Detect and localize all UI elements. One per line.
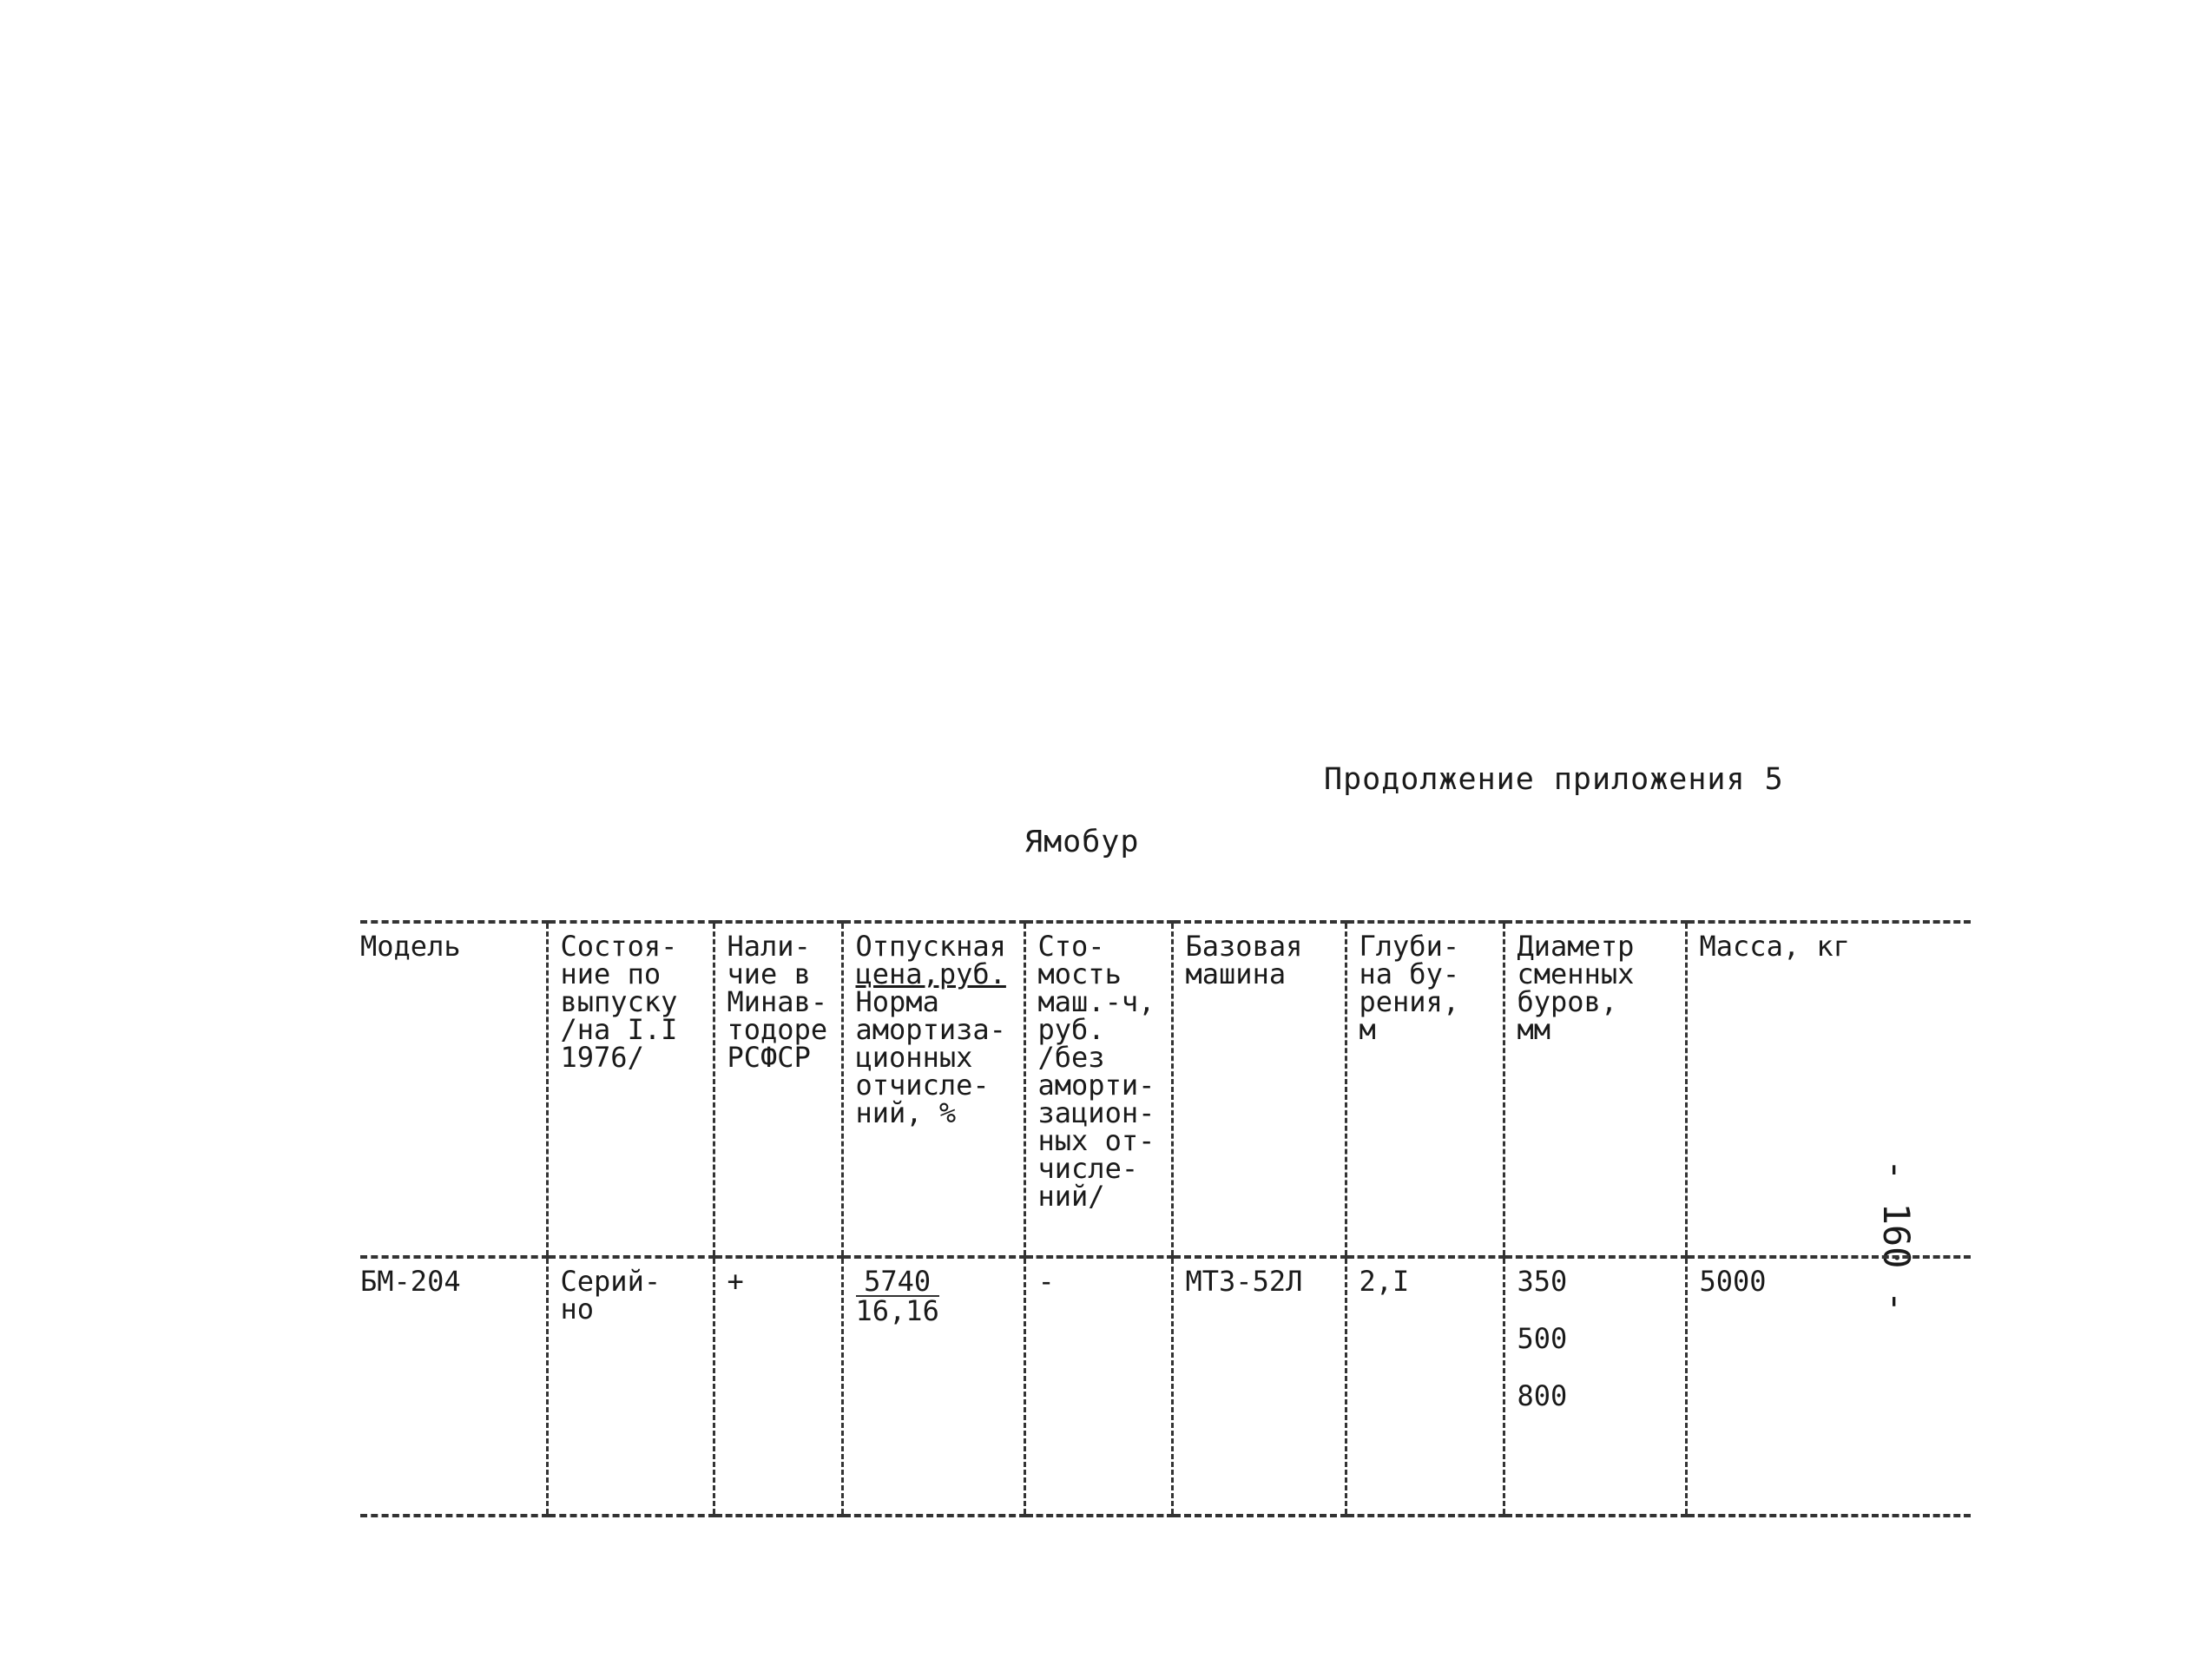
availability-value: + — [727, 1265, 744, 1298]
header-price-line: ний, % — [855, 1096, 957, 1129]
header-depth-line: м — [1359, 1013, 1376, 1046]
depreciation-rate-value: 16,16 — [855, 1294, 939, 1327]
specification-table — [360, 920, 1971, 1517]
header-availability-line: РСФСР — [727, 1041, 811, 1074]
header-cost-line: аморти- — [1037, 1069, 1155, 1102]
price-fraction — [856, 1267, 939, 1325]
header-status-line: выпуску — [560, 985, 678, 1018]
header-price — [842, 922, 1024, 1257]
cell-diameter — [1504, 1257, 1686, 1516]
header-availability-line: чие в — [727, 957, 811, 990]
header-status-line: /на I.I — [560, 1013, 678, 1046]
model-value: БМ-204 — [360, 1265, 461, 1298]
header-price-line: отчисле- — [855, 1069, 990, 1102]
header-price-line: Норма — [855, 985, 939, 1018]
header-status-line: Состоя- — [560, 930, 678, 963]
cell-mass — [1686, 1257, 1971, 1516]
header-depth — [1346, 922, 1504, 1257]
header-cost-line: руб. — [1037, 1013, 1105, 1046]
cell-base-machine — [1172, 1257, 1346, 1516]
status-value-line: Серий- — [560, 1265, 662, 1298]
header-diameter — [1504, 922, 1686, 1257]
header-cost-line: Сто- — [1037, 930, 1105, 963]
header-diameter-line: Диаметр — [1517, 930, 1635, 963]
cell-availability — [714, 1257, 842, 1516]
table-title: Ямобур — [1024, 825, 1140, 859]
status-value-line: но — [560, 1293, 595, 1326]
header-price-line: ционных — [855, 1041, 973, 1074]
header-diameter-line: мм — [1517, 1013, 1551, 1046]
cell-status — [547, 1257, 714, 1516]
header-model — [360, 922, 547, 1257]
header-cost-line: /без — [1037, 1041, 1105, 1074]
header-base-machine-line: Базовая — [1185, 930, 1303, 963]
header-cost — [1024, 922, 1172, 1257]
page-number: - 160 - — [1875, 1159, 1919, 1313]
header-status — [547, 922, 714, 1257]
cell-model — [360, 1257, 547, 1516]
header-depth-line: Глуби- — [1359, 930, 1460, 963]
table-row — [360, 1257, 1971, 1516]
cost-value: - — [1037, 1265, 1055, 1298]
appendix-continuation-header: Продолжение приложения 5 — [1324, 762, 1784, 797]
mass-value: 5000 — [1699, 1265, 1767, 1298]
header-cost-line: зацион- — [1037, 1096, 1155, 1129]
price-value: 5740 — [856, 1267, 939, 1297]
header-price-line: Отпускная — [855, 930, 1006, 963]
diameter-value: 800 — [1517, 1379, 1568, 1412]
header-mass — [1686, 922, 1971, 1257]
header-cost-line: числе- — [1037, 1152, 1139, 1185]
header-depth-line: на бу- — [1359, 957, 1460, 990]
header-price-line: цена,руб. — [855, 957, 1006, 990]
table-header-row — [360, 922, 1971, 1257]
base-machine-value: МТЗ-52Л — [1185, 1265, 1303, 1298]
header-cost-line: мость — [1037, 957, 1122, 990]
header-price-line: амортиза- — [855, 1013, 1006, 1046]
header-status-line: ние по — [560, 957, 662, 990]
header-availability — [714, 922, 842, 1257]
header-availability-line: Минав- — [727, 985, 828, 1018]
diameter-value: 500 — [1517, 1322, 1568, 1355]
header-cost-line: маш.-ч, — [1037, 985, 1155, 1018]
header-diameter-line: буров, — [1517, 985, 1618, 1018]
cell-price — [842, 1257, 1024, 1516]
header-availability-line: тодоре — [727, 1013, 828, 1046]
header-availability-line: Нали- — [727, 930, 811, 963]
diameter-value: 350 — [1517, 1265, 1568, 1298]
header-diameter-line: сменных — [1517, 957, 1635, 990]
header-status-line: 1976/ — [560, 1041, 644, 1074]
header-model-label: Модель — [360, 930, 461, 963]
header-depth-line: рения, — [1359, 985, 1460, 1018]
cell-depth — [1346, 1257, 1504, 1516]
header-cost-line: ных от- — [1037, 1124, 1155, 1157]
header-base-machine — [1172, 922, 1346, 1257]
depth-value: 2,I — [1359, 1265, 1410, 1298]
header-mass-label: Масса, кг — [1699, 930, 1850, 963]
cell-cost — [1024, 1257, 1172, 1516]
header-cost-line: ний/ — [1037, 1180, 1105, 1213]
header-base-machine-line: машина — [1185, 957, 1287, 990]
